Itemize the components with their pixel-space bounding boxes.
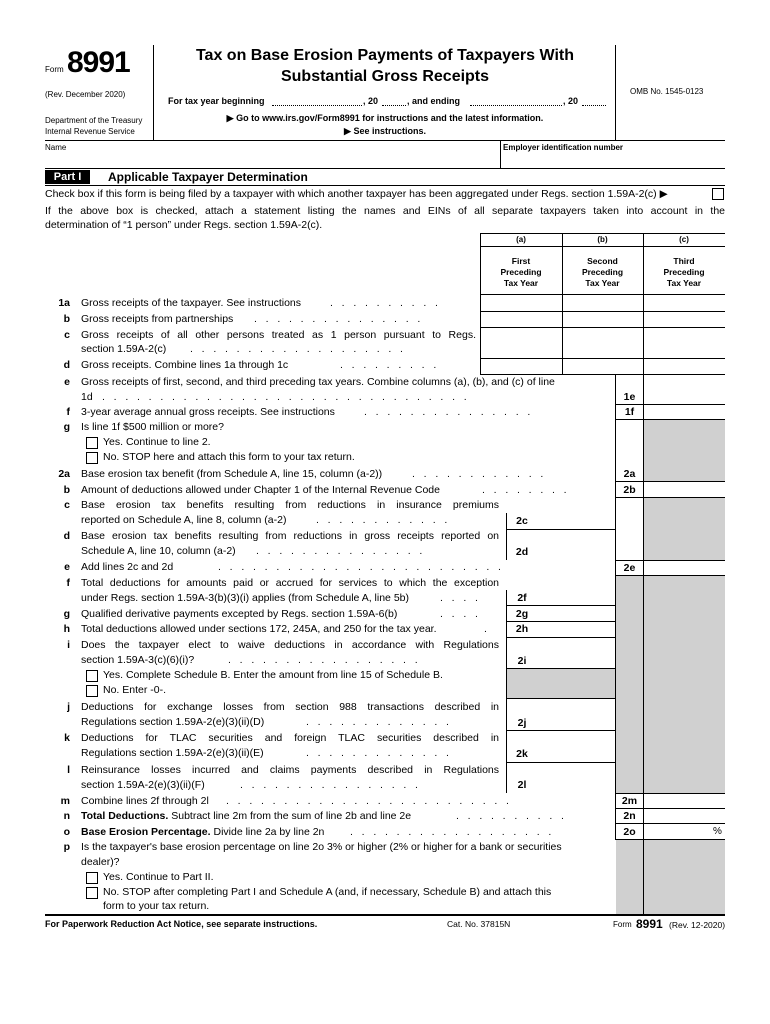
name-label: Name [45, 143, 67, 152]
dots-1a: . . . . . . . . . . [330, 297, 438, 309]
see-instructions: ▶ See instructions. [344, 126, 426, 136]
shade-2f-2l-label [616, 575, 643, 793]
box-label-2k: 2k [516, 748, 528, 760]
line-text-1e-1: Gross receipts of first, second, and third preceding tax years. Combine columns (a), (b), and (c) of line [81, 376, 555, 388]
dots-1c: . . . . . . . . . . . . . . . . . . . [190, 343, 403, 355]
line-text-1g: Is line 1f $500 million or more? [81, 421, 224, 433]
amount-1f[interactable] [644, 405, 724, 419]
line-text-2n-bold: Total Deductions. [81, 810, 169, 822]
line-num-1g: g [63, 421, 70, 433]
name-field[interactable] [45, 153, 500, 167]
line-text-2n [81, 810, 411, 822]
amount-2a[interactable] [644, 482, 724, 497]
dots-2l: . . . . . . . . . . . . . . . . [240, 779, 418, 791]
line-num-2k: k [64, 732, 70, 744]
line-num-2l: l [67, 764, 70, 776]
col-b-heading-2: Preceding [581, 267, 624, 277]
header-rule [45, 140, 725, 141]
line-num-2m: m [60, 795, 70, 807]
ein-field[interactable] [503, 153, 723, 167]
shade-1g [644, 420, 725, 481]
part1-title: Applicable Taxpayer Determination [108, 170, 308, 184]
header-divider-left [153, 45, 154, 140]
col-a-heading-1: First [511, 256, 531, 266]
amount-2i[interactable] [538, 653, 615, 668]
col-top-rule [480, 233, 725, 234]
dots-2j: . . . . . . . . . . . . . [306, 716, 449, 728]
dots-2f: . . . . [440, 592, 478, 604]
input-1b-b[interactable] [563, 312, 642, 326]
line-text-2p-2: dealer)? [81, 856, 120, 868]
line-num-2p: p [63, 841, 70, 853]
tax-year-begin-field[interactable] [272, 105, 362, 106]
option-2i-yes: Yes. Complete Schedule B. Enter the amount from line 15 of Schedule B. [103, 669, 443, 681]
paperwork-notice: For Paperwork Reduction Act Notice, see separate instructions. [45, 919, 318, 929]
line-num-2c: c [64, 499, 70, 511]
amount-2c[interactable] [538, 514, 615, 529]
box-label-2d: 2d [515, 546, 529, 558]
box-label-2j: 2j [517, 717, 527, 729]
footer-form-word: Form [613, 920, 632, 929]
col-b-heading-3: Tax Year [585, 278, 620, 288]
box-label-2e: 2e [623, 562, 636, 574]
checkbox-2i-no[interactable] [86, 685, 98, 697]
line-num-2d: d [63, 530, 70, 542]
line-text-2p-1: Is the taxpayer's base erosion percentage on line 2o 3% or higher (2% or higher for a bank or securities [81, 841, 562, 853]
rule-1f [615, 419, 725, 420]
input-1d-c[interactable] [644, 359, 724, 373]
option-2p-yes: Yes. Continue to Part II. [103, 871, 214, 883]
line-text-2i-2: section 1.59A-3(c)(6)(i)? [81, 654, 195, 666]
line-text-2o-rest: Divide line 2a by line 2n [210, 826, 325, 838]
dots-1b: . . . . . . . . . . . . . . . [254, 313, 421, 325]
col-c-heading-1: Third [673, 256, 695, 266]
and-ending-label: , and ending [407, 96, 460, 106]
revision-date: (Rev. December 2020) [45, 90, 126, 99]
dots-1e: . . . . . . . . . . . . . . . . . . . . . . . . . . . . . . . . [102, 391, 467, 403]
checkbox-2p-yes[interactable] [86, 872, 98, 884]
col-b-heading-1: Second [587, 256, 618, 266]
attach-statement-line1: If the above box is checked, attach a statement listing the names and EINs of all separate taxpayers taken into account in the [45, 205, 725, 217]
footer-form-number: 8991 [636, 917, 663, 931]
dots-2b: . . . . . . . . [482, 484, 567, 496]
input-1b-a[interactable] [481, 312, 561, 326]
dots-2c: . . . . . . . . . . . . [316, 514, 448, 526]
input-1c-c[interactable] [644, 328, 724, 357]
line-num-2i: i [67, 639, 70, 651]
name-rule [45, 168, 725, 169]
amount-2e[interactable] [644, 561, 724, 575]
box-label-1e: 1e [623, 391, 636, 403]
line-text-2g: Qualified derivative payments excepted by Regs. section 1.59A-6(b) [81, 608, 398, 620]
box-label-1f: 1f [624, 406, 635, 418]
box-label-2l: 2l [517, 779, 527, 791]
footer-rev: (Rev. 12-2020) [669, 920, 726, 930]
rule-2o [615, 839, 725, 840]
option-2p-no-2: form to your tax return. [103, 900, 210, 912]
tax-year-end-field[interactable] [470, 105, 562, 106]
col-a-heading-3: Tax Year [503, 278, 539, 288]
percent-sign: % [713, 826, 722, 837]
col-c-heading-3: Tax Year [666, 278, 702, 288]
form-title-line2: Substantial Gross Receipts [280, 68, 490, 85]
line-num-2n: n [63, 810, 70, 822]
input-1d-a[interactable] [481, 359, 561, 373]
dots-2g: . . . . [440, 608, 478, 620]
box-label-2f: 2f [517, 592, 527, 604]
shade-2p-amount [644, 839, 725, 914]
shade-2f-2l-amount [644, 575, 725, 793]
line-text-2c-2: reported on Schedule A, line 8, column (a-2) [81, 514, 287, 526]
shade-2i-options [507, 668, 616, 698]
dots-2h: . [484, 623, 487, 635]
input-1b-c[interactable] [644, 312, 724, 326]
line-text-2i-1: Does the taxpayer elect to waive deductions in accordance with Regulations [81, 639, 499, 651]
box-label-2m: 2m [621, 795, 638, 807]
dots-2e: . . . . . . . . . . . . . . . . . . . . . . . . . [218, 561, 501, 573]
inner-rule-2j [506, 730, 615, 731]
line-text-2b: Amount of deductions allowed under Chapter 1 of the Internal Revenue Code [81, 484, 440, 496]
form-word: Form [45, 65, 64, 74]
col-c-letter: (c) [679, 235, 689, 244]
line-text-2d-1: Base erosion tax benefits resulting from reductions in gross receipts reported on [81, 530, 499, 542]
line-num-2j: j [67, 701, 70, 713]
line-num-1b: b [63, 313, 70, 325]
col-b-letter: (b) [597, 235, 608, 244]
option-1g-yes: Yes. Continue to line 2. [103, 436, 211, 448]
checkbox-1g-no[interactable] [86, 452, 98, 464]
line-text-2l-2: section 1.59A-2(e)(3)(ii)(F) [81, 779, 205, 791]
input-1a-a[interactable] [481, 295, 561, 310]
aggregation-checkbox[interactable] [712, 188, 724, 200]
footer-rule [45, 914, 725, 916]
inner-rule-2i-opts [506, 698, 615, 699]
input-1d-b[interactable] [563, 359, 642, 373]
box-label-2g: 2g [515, 608, 529, 620]
rule-2e [615, 575, 725, 576]
inner-rule-2c [506, 529, 615, 530]
input-1a-c[interactable] [644, 295, 724, 310]
inner-rule-2h [506, 637, 615, 638]
amount-2m[interactable] [644, 794, 724, 808]
line-text-2f-1: Total deductions for amounts paid or accrued for services to which the exception [81, 577, 499, 589]
department: Department of the Treasury [45, 116, 143, 125]
amount-2n[interactable] [644, 809, 724, 823]
line-num-2g: g [63, 608, 70, 620]
line-text-2l-1: Reinsurance losses incurred and claims payments described in Regulations [81, 764, 499, 776]
line-text-2n-rest: Subtract line 2m from the sum of line 2b and line 2e [168, 810, 412, 822]
option-2p-no-1: No. STOP after completing Part I and Schedule A (and, if necessary, Schedule B) and attach this [103, 886, 552, 898]
amount-2j[interactable] [538, 715, 615, 730]
twenty-label-1: , 20 [363, 96, 379, 106]
col-a-letter: (a) [516, 235, 526, 244]
box-label-2c: 2c [516, 515, 528, 527]
line-text-1c-2: section 1.59A-2(c) [81, 343, 167, 355]
line-num-1a: 1a [58, 297, 70, 309]
line-text-2c-1: Base erosion tax benefits resulting from reductions in insurance premiums [81, 499, 499, 511]
attach-statement-line2: determination of “1 person” under Regs. section 1.59A-2(c). [45, 219, 323, 231]
dots-1f: . . . . . . . . . . . . . . . [364, 406, 531, 418]
shade-2c-2d [644, 498, 725, 560]
dots-1d: . . . . . . . . . [340, 359, 437, 371]
line-text-1a: Gross receipts of the taxpayer. See instructions [81, 297, 302, 309]
line-num-2e: e [64, 561, 70, 573]
line-text-2d-2: Schedule A, line 10, column (a-2) [81, 545, 236, 557]
input-1c-b[interactable] [563, 328, 642, 357]
line-num-2a: 2a [58, 468, 70, 480]
line-num-2o: o [63, 826, 70, 838]
agency: Internal Revenue Service [45, 127, 135, 136]
col-c-heading [643, 256, 725, 289]
form-number: 8991 [67, 46, 130, 79]
line-text-1b: Gross receipts from partnerships [81, 313, 234, 325]
line-text-2o [81, 826, 324, 838]
amount-2h[interactable] [538, 622, 615, 637]
amount-2d[interactable] [538, 545, 615, 560]
row-1d-rule [480, 374, 725, 375]
line-text-2e: Add lines 2c and 2d [81, 561, 174, 573]
checkbox-2p-no[interactable] [86, 887, 98, 899]
line-num-2h: h [63, 623, 70, 635]
inner-rule-2i [506, 668, 615, 669]
rule-2a [615, 497, 725, 498]
line-num-1d: d [63, 359, 70, 371]
amount-2f[interactable] [538, 591, 615, 605]
col-a-heading-2: Preceding [500, 267, 542, 277]
input-1c-a[interactable] [481, 328, 561, 357]
amount-1e[interactable] [644, 390, 724, 404]
tax-year-end-yy-field[interactable] [582, 105, 606, 106]
ein-label: Employer identification number [503, 143, 624, 152]
tax-year-label: For tax year beginning [168, 96, 265, 106]
col-c-heading-2: Preceding [663, 267, 705, 277]
tax-year-begin-yy-field[interactable] [382, 105, 406, 106]
input-1a-b[interactable] [563, 295, 642, 310]
line-num-1c: c [64, 329, 70, 341]
amount-2l[interactable] [538, 778, 615, 793]
line-num-1e: e [64, 376, 70, 388]
box-label-2b: 2b [623, 484, 636, 496]
dots-2k: . . . . . . . . . . . . . [306, 747, 449, 759]
line-text-2m: Combine lines 2f through 2l [81, 795, 209, 807]
amount-2o[interactable] [644, 824, 710, 839]
line-text-2h: Total deductions allowed under sections 172, 245A, and 250 for the tax year. [81, 623, 437, 635]
line-text-2k-2: Regulations section 1.59A-2(e)(3)(ii)(E) [81, 747, 264, 759]
dots-2i: . . . . . . . . . . . . . . . . . [228, 654, 418, 666]
line-text-1c-1: Gross receipts of all other persons treated as 1 person pursuant to Regs. [81, 329, 476, 341]
line-text-1f: 3-year average annual gross receipts. See instructions [81, 406, 335, 418]
box-label-2o: 2o [623, 826, 636, 838]
line-text-2j-1: Deductions for exchange losses from section 988 transactions described in [81, 701, 499, 713]
part1-rule [45, 185, 725, 186]
option-2i-no: No. Enter -0-. [103, 684, 167, 696]
inner-rule-2k [506, 762, 615, 763]
dots-2d: . . . . . . . . . . . . . . . [256, 545, 423, 557]
catalog-number: Cat. No. 37815N [447, 919, 511, 929]
ein-divider [500, 140, 501, 168]
aggregation-check-text: Check box if this form is being filed by a taxpayer with which another taxpayer has been aggregated under Regs. section 1.59A-2(c) ▶ [45, 188, 668, 200]
box-label-2n: 2n [623, 810, 636, 822]
goto-instructions: ▶ Go to www.irs.gov/Form8991 for instructions and the latest information. [226, 113, 544, 123]
line-text-2a: Base erosion tax benefit (from Schedule A, line 15, column (a-2)) [81, 468, 383, 480]
header-divider-right [615, 45, 616, 140]
line-text-1e-2: 1d [81, 391, 93, 403]
checkbox-1g-yes[interactable] [86, 437, 98, 449]
box-label-2h: 2h [515, 623, 529, 635]
form-title-line1: Tax on Base Erosion Payments of Taxpayers With [195, 47, 575, 64]
dots-2o: . . . . . . . . . . . . . . . . . . [350, 826, 552, 838]
line-text-2f-2: under Regs. section 1.59A-3(b)(3)(i) applies (from Schedule A, line 5b) [81, 592, 409, 604]
shade-2p-label [616, 839, 643, 914]
omb-number: OMB No. 1545-0123 [630, 87, 704, 96]
box-label-2i: 2i [517, 655, 527, 667]
line-num-2b: b [63, 484, 70, 496]
col-b-heading [562, 256, 643, 289]
line-num-1f: f [66, 406, 70, 418]
line-text-2o-bold: Base Erosion Percentage. [81, 826, 211, 838]
checkbox-2i-yes[interactable] [86, 670, 98, 682]
dots-2m: . . . . . . . . . . . . . . . . . . . . . . . . . [226, 795, 509, 807]
line-num-2f: f [66, 577, 70, 589]
amount-2g[interactable] [538, 606, 615, 621]
amount-2k[interactable] [538, 747, 615, 762]
line-text-1d: Gross receipts. Combine lines 1a through 1c [81, 359, 289, 371]
dots-2a: . . . . . . . . . . . . [412, 468, 544, 480]
option-1g-no: No. STOP here and attach this form to your tax return. [103, 451, 355, 463]
col-letter-rule [480, 246, 725, 247]
box-label-2a: 2a [623, 468, 636, 480]
label-col-left [615, 374, 616, 839]
col-a-heading [480, 256, 562, 289]
part1-tag: Part I [45, 170, 90, 184]
line-text-2k-1: Deductions for TLAC securities and foreign TLAC securities described in [81, 732, 499, 744]
dots-2n: . . . . . . . . . . [456, 810, 564, 822]
twenty-label-2: , 20 [563, 96, 579, 106]
line-text-2j-2: Regulations section 1.59A-2(e)(3)(ii)(D) [81, 716, 265, 728]
